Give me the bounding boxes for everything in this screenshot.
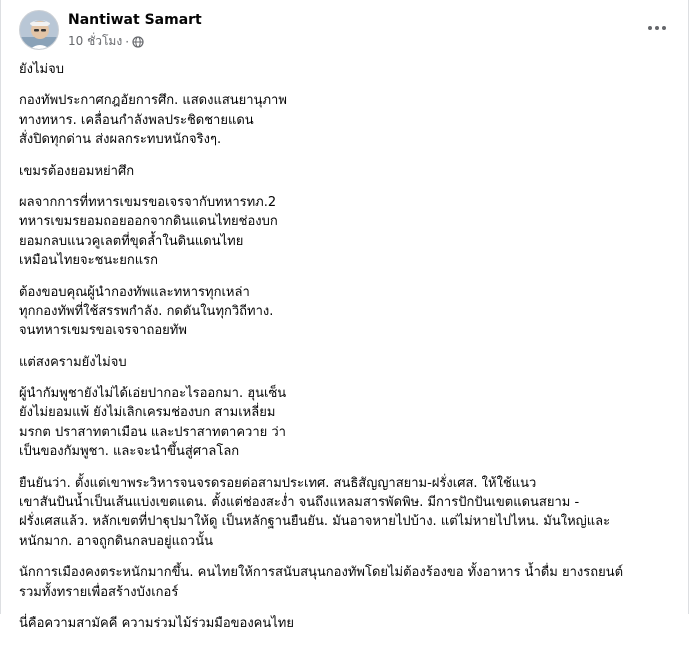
post-paragraph [19, 353, 679, 372]
post-text-line: เขมรต้องยอมหย่าศึก [19, 163, 135, 179]
post-text-line: เขาสันปันน้ำเป็นเส้นแบ่งเขตแดน. ตั้งแต่ช่องสะง่ำ จนถึงแหลมสารพัดพิษ. มีการปักปันเขตแดนสยาม - [19, 495, 580, 511]
post-text-line: ยอมกลบแนวคูเลตที่ขุดล้ำในดินแดนไทย [19, 233, 244, 249]
post-paragraph [19, 193, 679, 271]
post-text-line: หนักมาก. อาจถูกดินกลบอยู่แถวนั้น [19, 533, 213, 549]
profile-photo [20, 11, 59, 50]
post-text-line: ผู้นำกัมพูชายังไม่ได้เอ่ยปากอะไรออกมา. ฮุนเซ็น [19, 386, 287, 402]
post-paragraph [19, 474, 679, 552]
author-name[interactable]: Nantiwat Samart [68, 12, 202, 28]
post-paragraph [19, 162, 679, 181]
post-text-line: กองทัพประกาศกฎอัยการศึก. แสดงแสนยานุภาพ [19, 93, 287, 109]
globe-icon[interactable] [132, 36, 144, 48]
post-text-line: ต้องขอบคุณผู้นำกองทัพและทหารทุกเหล่า [19, 284, 250, 300]
post-text-line: แต่สงครามยังไม่จบ [19, 354, 127, 370]
post-paragraph [19, 384, 679, 462]
post-text-line: ยังไม่ยอมแพ้ ยังไม่เลิกเครมช่องบก สามเหลี่ยม [19, 405, 276, 421]
post-paragraph [19, 614, 679, 633]
post-text-line: ทางทหาร. เคลื่อนกำลังพลประชิดชายแดน [19, 112, 254, 128]
post-paragraph [19, 91, 679, 149]
post-paragraph [19, 563, 679, 602]
post-paragraph [19, 283, 679, 341]
post-text-line: มรกต ปราสาทตาเมือน และปราสาทตาควาย ว่า [19, 424, 286, 440]
post-text-line: สั่งปิดทุกด่าน ส่งผลกระทบหนักจริงๆ. [19, 132, 222, 148]
post-body [19, 60, 679, 645]
post-text-line: ยืนยันว่า. ตั้งแต่เขาพระวิหารจนจรดรอยต่อสามประเทศ. สนธิสัญญาสยาม-ฝรั่งเศส. ให้ใช้แนว [19, 475, 537, 491]
post-text-line: รวมทั้งทรายเพื่อสร้างบังเกอร์ [19, 584, 179, 600]
post-meta [68, 32, 144, 51]
post-text-line: เหมือนไทยจะชนะยกแรก [19, 253, 159, 269]
post-text-line: ผลจากการที่ทหารเขมรขอเจรจากับทหารทภ.2 [19, 194, 277, 210]
post-text-line: ทหารเขมรยอมถอยออกจากดินแดนไทยช่องบก [19, 214, 278, 230]
avatar[interactable] [19, 10, 59, 50]
post-paragraph [19, 60, 679, 79]
post-text-line: ยังไม่จบ [19, 62, 64, 77]
post-text-line: ฝรั่งเศสแล้ว. หลักเขตที่ปาฐุปมาให้ดู เป็นหลักฐานยืนยัน. มันอาจหายไปบ้าง. แต่ไม่หายไปไหน. มันใหญ่และ [19, 514, 611, 530]
post-text-line: นี่คือความสามัคคี ความร่วมไม้ร่วมมือของคนไทย [19, 615, 294, 631]
post-text-line: จนทหารเขมรขอเจรจาถอยทัพ [19, 323, 187, 339]
more-options-icon[interactable] [645, 16, 669, 40]
post-text-line: นักการเมืองคงตระหนักมากขึ้น. คนไทยให้การสนับสนุนกองทัพโดยไม่ต้องร้องขอ ทั้งอาหาร น้ำดื่ม ยางรถยนต์ [19, 565, 624, 581]
meta-separator: · [125, 34, 130, 49]
post-text-line: ทุกกองทัพที่ใช้สรรพกำลัง. กดดันในทุกวิถีทาง. [19, 303, 274, 319]
post-text-line: เป็นของกัมพูชา. และจะนำขึ้นสู่ศาลโลก [19, 444, 240, 460]
post-timestamp[interactable]: 10 ชั่วโมง [68, 34, 123, 48]
post-header [19, 10, 679, 54]
